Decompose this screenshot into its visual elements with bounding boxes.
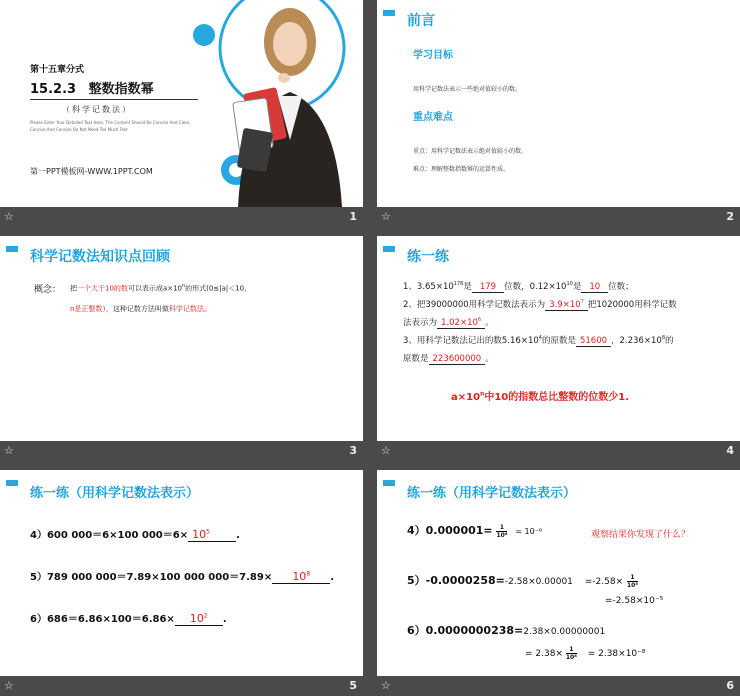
exponent: 7 <box>580 299 584 306</box>
highlight: 科学记数法 <box>168 305 204 313</box>
text: 4）0.000001= <box>407 524 493 537</box>
answer: 10 <box>581 282 608 293</box>
fraction <box>566 646 577 661</box>
slide-2-footer <box>377 207 740 229</box>
concept-line-2 <box>70 304 211 314</box>
answer <box>545 300 588 311</box>
text: 法表示为 <box>403 318 438 328</box>
text: ，2.236×10 <box>611 336 662 346</box>
title-accent-bar <box>6 480 18 486</box>
exponent: n <box>480 390 485 398</box>
text: 4）600 000＝6×100 000＝6× <box>30 530 189 541</box>
slide-number: 4 <box>726 444 734 457</box>
answer <box>437 318 485 329</box>
condition: 0≤|a|＜10, <box>208 284 247 293</box>
answer-base: 10 <box>292 570 307 583</box>
chapter-label: 第十五章分式 <box>30 65 85 75</box>
filler-text-2: Concise And Concise Do Not Need Too Much Text <box>30 127 128 132</box>
observe-prompt: 观察结果你发现了什么？ <box>591 530 691 540</box>
text: 原数是 <box>403 354 429 364</box>
result: = 10⁻⁶ <box>515 527 543 536</box>
slide-title: 练一练 <box>407 249 449 265</box>
title-accent-bar <box>383 10 395 16</box>
text: 中10的指数总比整数的位数少1. <box>484 392 630 403</box>
text: 2.38×0.00000001 <box>523 627 606 637</box>
text: 位数； <box>608 282 634 292</box>
question-3-cont <box>403 352 494 364</box>
answer: 223600000 <box>429 354 486 365</box>
exponent: 178 <box>453 281 464 288</box>
slide-title: 练一练（用科学记数法表示） <box>30 486 200 501</box>
numerator: 1 <box>627 574 638 582</box>
title-accent-bar <box>383 246 395 252</box>
slide-title: 科学记数法知识点回顾 <box>30 249 170 265</box>
goal-text: 用科学记数法表示一些绝对值较小的数。 <box>413 86 522 93</box>
text: = 2.38× <box>525 649 563 659</box>
slide-number: 6 <box>726 679 734 692</box>
star-icon[interactable]: ☆ <box>381 444 391 457</box>
text: . <box>236 530 240 541</box>
title-accent-bar <box>383 480 395 486</box>
line-6-cont <box>525 646 646 661</box>
star-icon[interactable]: ☆ <box>381 210 391 223</box>
result: = 2.38×10⁻⁸ <box>587 649 646 659</box>
text: 。 <box>203 305 211 313</box>
slide-4-footer <box>377 441 740 463</box>
slide-2[interactable] <box>377 0 740 207</box>
numerator: 1 <box>566 646 577 654</box>
equation-5 <box>30 568 334 584</box>
text: 的 <box>665 336 674 346</box>
fraction <box>627 574 638 589</box>
text: -2.58×0.00001 <box>504 577 573 587</box>
difficulty-text: 难点：理解整数指数幂的运算性质。 <box>413 166 510 173</box>
answer: 51600 <box>576 336 611 347</box>
slide-title <box>30 78 154 97</box>
exponent: 4 <box>538 335 542 342</box>
text: 5）789 000 000＝7.89×100 000 000＝7.89× <box>30 572 273 583</box>
filler-text-1: Please Enter Your Detailed Text Here, The Content Should Be Concise And Clear, <box>30 120 191 125</box>
star-icon[interactable]: ☆ <box>4 679 14 692</box>
equation-4 <box>30 526 240 542</box>
exponent: 8 <box>661 335 665 342</box>
text: a×10 <box>451 392 481 403</box>
text: 6）686＝6.86×100＝6.86× <box>30 614 175 625</box>
line-6 <box>407 622 605 638</box>
slide-number: 5 <box>349 679 357 692</box>
exponent: 6 <box>477 317 482 324</box>
text: 1、3.65×10 <box>403 282 454 292</box>
numerator: 1 <box>496 524 507 532</box>
answer-base: 10 <box>189 612 204 625</box>
text: . <box>222 614 227 625</box>
goal-heading: 学习目标 <box>413 50 453 61</box>
section-number: 15.2.3 <box>30 82 77 97</box>
slide-5-footer <box>0 676 363 696</box>
text: 位数，0.12×10 <box>504 282 567 292</box>
line-4 <box>407 522 542 539</box>
slide-3-footer <box>0 441 363 463</box>
answer <box>175 612 223 626</box>
text: 的原数是 <box>541 336 576 346</box>
title-accent-bar <box>6 246 18 252</box>
slide-number: 3 <box>349 444 357 457</box>
slide-1[interactable] <box>0 0 363 207</box>
star-icon[interactable]: ☆ <box>4 444 14 457</box>
answer-base: 3.9×10 <box>549 300 581 310</box>
concept-line-1 <box>70 283 246 293</box>
highlight: 一个大于10的数 <box>77 284 128 293</box>
website-label: 第一PPT模板网-WWW.1PPT.COM <box>30 167 153 176</box>
slide-number: 1 <box>349 210 357 223</box>
text: 把1020000用科学记数 <box>587 300 677 310</box>
slide-4[interactable] <box>377 236 740 441</box>
fraction <box>496 524 507 539</box>
text: =-2.58× <box>584 577 624 587</box>
highlight: n是正整数 <box>70 305 103 313</box>
text: 是 <box>572 282 582 292</box>
subtitle: （科学记数法） <box>62 105 132 114</box>
text: 的形式( <box>185 284 209 293</box>
answer <box>272 570 330 584</box>
slide-title: 前言 <box>407 13 435 29</box>
answer-base: 1.02×10 <box>441 318 478 328</box>
slide-1-footer <box>0 207 363 229</box>
denominator: 10⁸ <box>565 654 577 661</box>
student-photo <box>218 0 358 207</box>
text: 5）-0.0000258= <box>407 574 505 587</box>
slide-6-footer <box>377 676 740 696</box>
text: . <box>330 572 335 583</box>
question-1 <box>403 280 634 292</box>
line-5-result: =-2.58×10⁻⁵ <box>605 596 664 606</box>
exponent: 2 <box>203 612 208 620</box>
star-icon[interactable]: ☆ <box>381 679 391 692</box>
exponent: 8 <box>306 570 311 578</box>
text: 是 <box>463 282 472 292</box>
title-underline <box>30 99 198 100</box>
line-5 <box>407 572 638 589</box>
denominator: 10⁵ <box>626 581 638 589</box>
question-2 <box>403 298 677 310</box>
denominator: 10⁶ <box>496 531 508 539</box>
star-icon[interactable]: ☆ <box>4 210 14 223</box>
answer-base: 10 <box>192 528 207 541</box>
answer <box>188 528 236 542</box>
exponent: 5 <box>206 528 210 536</box>
equation-6 <box>30 610 227 626</box>
text: 。 <box>485 318 494 328</box>
answer: 179 <box>472 282 504 293</box>
question-2-cont <box>403 316 494 328</box>
key-heading: 重点难点 <box>413 112 453 123</box>
question-3 <box>403 334 674 346</box>
slide-3[interactable] <box>0 236 363 441</box>
key-text: 重点：用科学记数法表示绝对值较小的数。 <box>413 148 528 155</box>
text: 2、把39000000用科学记数法表示为 <box>403 300 546 310</box>
text: 3、用科学记数法记出的数5.16×10 <box>403 336 539 346</box>
concept-label: 概念： <box>34 285 62 295</box>
text: 可以表示成a×10 <box>127 284 182 293</box>
text: 6）0.0000000238= <box>407 624 524 637</box>
slide-6[interactable] <box>377 470 740 676</box>
rule-note <box>451 388 629 403</box>
exponent: n <box>181 283 186 289</box>
section-title: 整数指数幂 <box>88 82 154 97</box>
slide-title: 练一练（用科学记数法表示） <box>407 486 577 501</box>
text: 。 <box>485 354 494 364</box>
exponent: 10 <box>566 281 573 288</box>
slide-number: 2 <box>726 210 734 223</box>
text: 把 <box>70 284 77 293</box>
slide-5[interactable] <box>0 470 363 676</box>
text: ），这种记数方法叫做 <box>102 305 169 313</box>
